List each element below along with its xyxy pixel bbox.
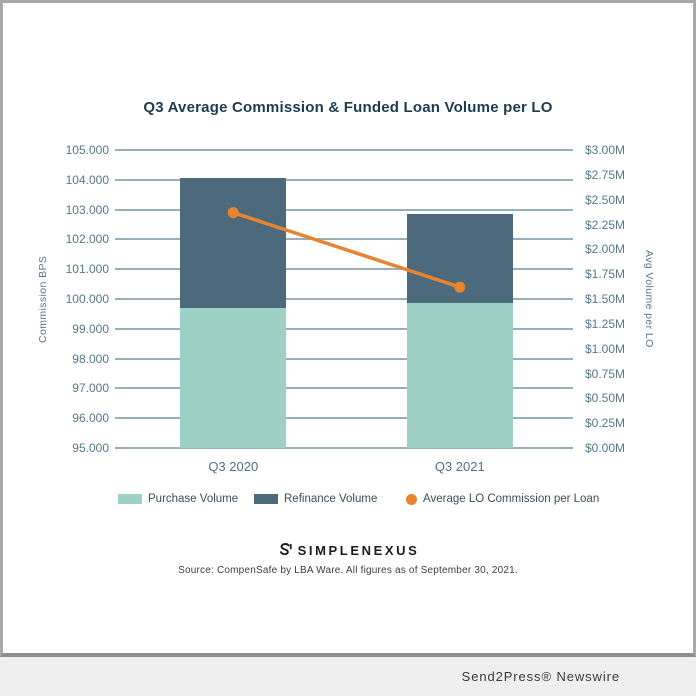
line-point xyxy=(454,282,465,293)
right-axis-tick-label: $1.25M xyxy=(585,316,626,331)
right-axis-tick-label: $2.50M xyxy=(585,192,626,207)
left-axis-tick-label: 97.000 xyxy=(72,381,109,396)
legend-swatch-icon xyxy=(118,494,142,504)
legend-item xyxy=(406,491,599,507)
right-axis-tick-label: $2.25M xyxy=(585,217,626,232)
right-axis-tick-label: $0.25M xyxy=(585,416,626,431)
legend-dot-icon xyxy=(406,494,417,505)
category-label: Q3 2021 xyxy=(434,459,485,474)
category-label: Q3 2020 xyxy=(208,459,259,474)
left-axis-tick-label: 95.000 xyxy=(72,441,109,455)
line-point xyxy=(228,207,239,218)
right-axis-tick-label: $2.75M xyxy=(585,167,626,182)
left-axis-tick-label: 102.000 xyxy=(65,232,109,247)
left-axis-tick-label: 100.000 xyxy=(65,292,109,306)
legend-item xyxy=(254,491,377,507)
right-axis-tick-label: $0.50M xyxy=(585,391,626,406)
legend-item xyxy=(118,491,238,507)
newswire-label: Send2Press® Newswire xyxy=(461,669,620,684)
right-axis-tick-label: $1.50M xyxy=(585,292,626,306)
chart-title: Q3 Average Commission & Funded Loan Volume per LO xyxy=(143,99,553,116)
left-axis-tick-label: 104.000 xyxy=(65,172,109,187)
chart-legend xyxy=(3,491,693,507)
left-axis-title: Commission BPS xyxy=(37,255,49,343)
left-axis-tick-label: 98.000 xyxy=(72,351,109,366)
commission-line xyxy=(120,150,573,448)
brand-name: SIMPLENEXUS xyxy=(297,542,420,558)
newswire-footer xyxy=(0,657,696,696)
left-axis-tick-label: 103.000 xyxy=(65,202,109,217)
legend-label: Refinance Volume xyxy=(284,493,378,505)
simplenexus-logo-icon xyxy=(277,542,293,558)
left-axis-tick-label: 99.000 xyxy=(72,321,109,336)
right-axis-tick-label: $2.00M xyxy=(585,242,626,257)
right-axis-tick-label: $1.00M xyxy=(585,341,626,356)
right-axis-title: Avg Volume per LO xyxy=(643,250,655,348)
left-axis-tick-label: 96.000 xyxy=(72,411,109,426)
legend-swatch-icon xyxy=(254,494,278,504)
right-axis-tick-label: $0.00M xyxy=(585,441,626,455)
legend-label: Purchase Volume xyxy=(148,493,239,505)
brand-row xyxy=(3,542,693,558)
right-axis-tick-label: $0.75M xyxy=(585,366,626,381)
legend-label: Average LO Commission per Loan xyxy=(423,493,600,505)
right-axis-tick-label: $1.75M xyxy=(585,267,626,282)
left-axis-tick-label: 101.000 xyxy=(65,262,109,277)
right-axis-tick-label: $3.00M xyxy=(585,143,626,157)
source-note: Source: CompenSafe by LBA Ware. All figures as of September 30, 2021. xyxy=(178,565,518,576)
left-axis-tick-label: 105.000 xyxy=(65,143,109,157)
